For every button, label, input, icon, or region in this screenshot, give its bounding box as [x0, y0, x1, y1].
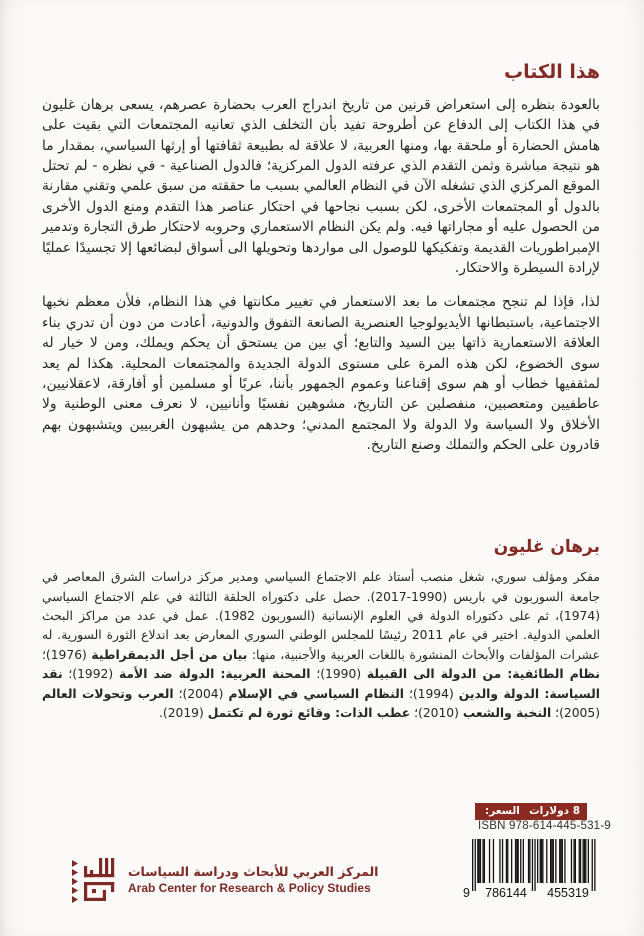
- publisher-name-english: Arab Center for Research & Policy Studies: [128, 881, 371, 896]
- author-bio: مفكر ومؤلف سوري، شغل منصب أستاذ علم الاجتماع السياسي ومدير مركز دراسات الشرق المعاصر في جامعة السوربون في باريس (1990-2017). حصل على دكتوراه الحلقة الثالثة في علم الاجتماع السياسي (1974)، ثم على دكتوراه الدولة في العلوم الإنسانية (السوربون 1982). عمل في عدد من مراكز البحث العلمي الدولية. اختير في عام 2011 رئيسًا للمجلس الوطني السوري المعارض بعد اندلاع الثورة السورية. له عشرات المؤلفات والأبحاث المنشورة باللغات العربية والأجنبية، منها: بيان من أجل الديمقراطية (1976)؛ نظام الطائفية: من الدولة الى القبيلة (1990)؛ المحنة العربية: الدولة ضد الأمة (1992)؛ نقد السياسة: الدولة والدين (1994)؛ النظام السياسي في الإسلام (2004)؛ العرب وتحولات العالم (2005)؛ النخبة والشعب (2010)؛ عطب الذات: وقائع ثورة لم تكتمل (2019).: [42, 570, 601, 720]
- barcode-digit-group2: 455319: [547, 886, 589, 900]
- publisher-name-arabic: المركز العربي للأبحاث ودراسة السياسات: [128, 863, 379, 879]
- barcode-digit-first: 9: [463, 886, 470, 900]
- author-heading: برهان غليون: [493, 537, 600, 557]
- about-paragraph-2: لذا، فإذا لم تنجح مجتمعات ما بعد الاستعمار في تغيير مكانتها في هذا النظام، فلأن معظم نخبها الاجتماعية، باستبطانها الأيديولوجيا العنصرية الصانعة التفوق والدونية، أعادت من دون أن تدري بناء العلاقة الاستعمارية ذاتها بين السيد والتابع؛ أي بين من يستحق أن يحكم ويملك، ومن لا خيار له سوى الخضوع، لكن هذه المرة على مستوى الدولة الجديدة والمجتمعات المحلية. هكذا لم يعد لمثقفيها خطاب أو هم سوى إقناعنا وعموم الجمهور بأننا، عربًا أو مسلمين أو أفارقة، لاعقلانيين، عاطفيين ومتعصبين، منفصلين عن التاريخ، مشوهين نفسيًا وأنانيين، لا نعرف معنى الوطنية ولا الأخلاق ولا السياسة ولا الدولة ولا المجتمع المدني؛ وحدهم من يشبهون الغربيين ويتشبهون بهم قادرون على الحكم والتملك وصنع التاريخ.: [42, 294, 600, 454]
- publisher-logo: [72, 856, 378, 904]
- barcode: [456, 838, 608, 902]
- isbn-text: ISBN 978-614-445-531-9: [478, 820, 611, 832]
- price-value: 8 دولارات: [529, 805, 580, 818]
- about-section: [42, 60, 600, 470]
- about-heading: هذا الكتاب: [504, 61, 600, 83]
- price-strip: [475, 803, 587, 820]
- about-paragraph-1: بالعودة بنظره إلى استعراض قرنين من تاريخ اندراج العرب بحضارة عصرهم، يسعى برهان غليون في هذا الكتاب إلى الدفاع عن أطروحة تفيد بأن التخلف الذي تعانيه المجتمعات التي بقيت على هامش الحضارة أو ملحقة بها، ومنها العربية، لا علاقة له بطبيعة ثقافتها أو إرثها السياسي، بمقدار ما هو نتيجة مباشرة وثمن التقدم الذي عرفته الدول المركزية؛ فالدول الصناعية - في نظره - لم تحتل الموقع المركزي الذي تشغله الآن في النظام العالمي بسبب ما حققته من سبق علمي وتقني مقارنة بالدول أو المجتمعات الأخرى، لكن بسبب نجاحها في احتكار عناصر هذا التقدم ومنع الدول الأخرى من الحصول عليه أو مجاراتها فيه. ولم يكن النظام الاستعماري وحروبه لاحتكار طرق التجارة وتدمير الإمبراطوريات القديمة وتفكيكها للوصول الى مواردها وتحويلها الى أسواق لبضائعها إلا تجسيدًا عمليًا لإرادة السيطرة والاحتكار.: [42, 96, 600, 276]
- barcode-digit-group1: 786144: [485, 886, 527, 900]
- acrps-logo-mark-icon: [72, 857, 116, 903]
- price-label: السعر:: [485, 805, 520, 818]
- author-section: [42, 536, 600, 723]
- publisher-names: [128, 864, 378, 897]
